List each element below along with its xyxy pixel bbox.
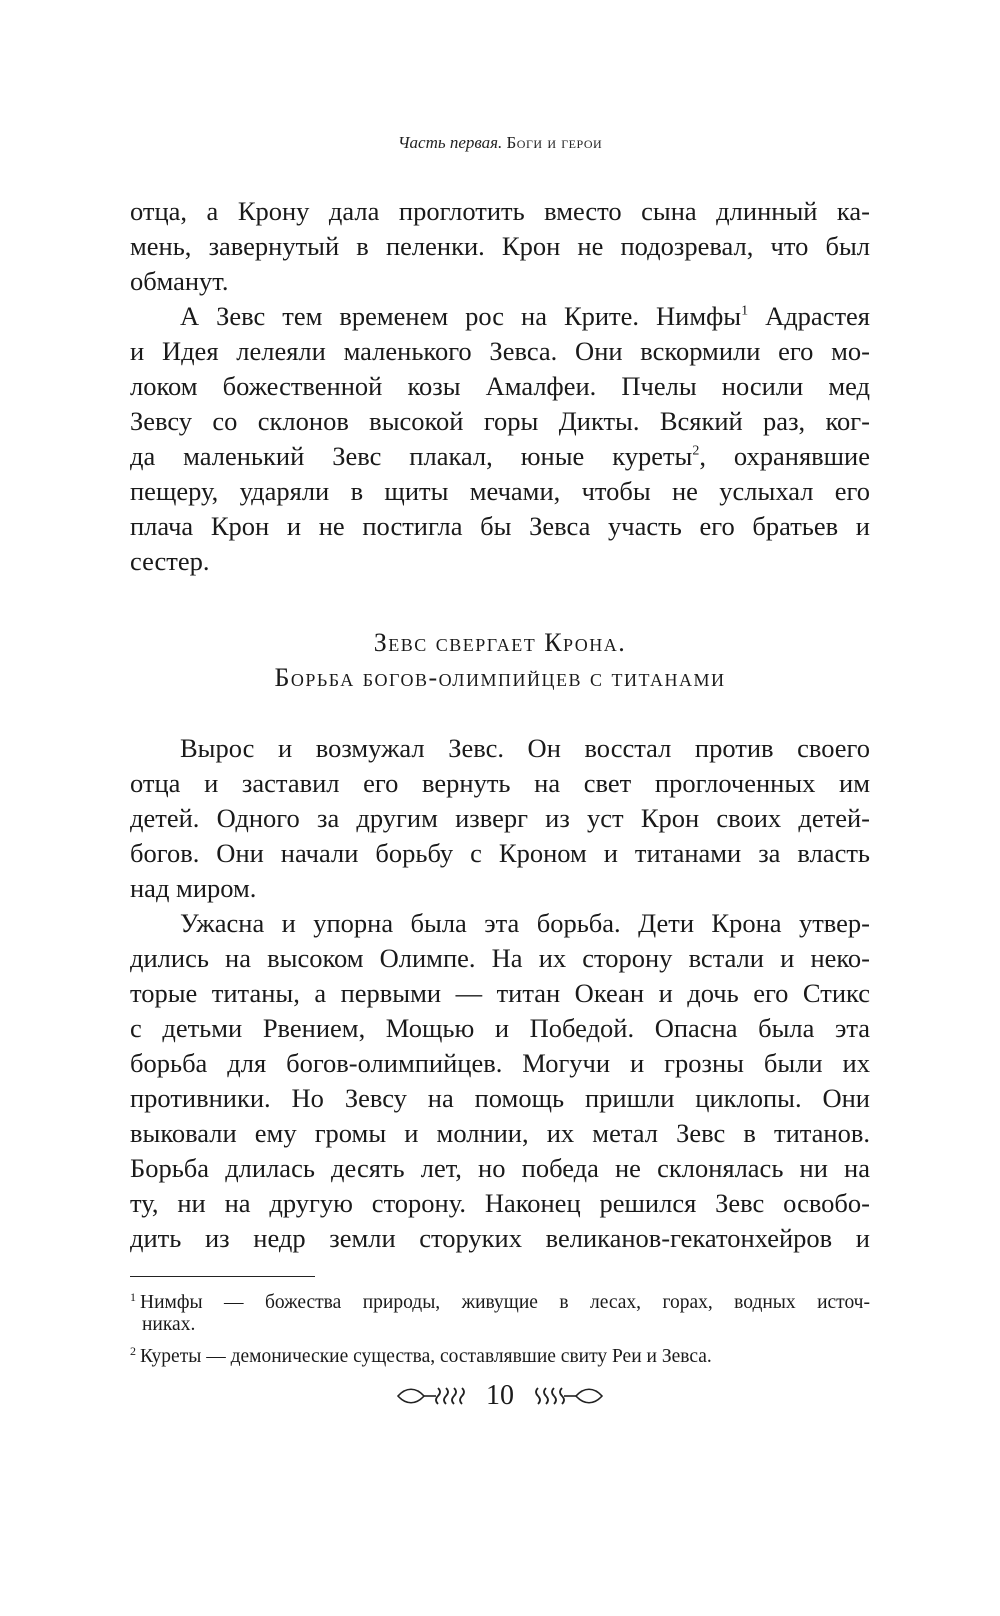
text-line: сестер.: [130, 546, 210, 576]
section-heading-line2: Борьба богов-олимпийцев с титанами: [274, 663, 726, 692]
text-fragment: да маленький Зевс плакал, юные куреты: [130, 441, 693, 471]
footnote-1-cont: никах.: [142, 1314, 196, 1335]
text-line: мень, завернутый в пеленки. Крон не подозревал, что был: [130, 231, 870, 261]
text-line: с детьми Рвением, Мощью и Победой. Опасна была эта: [130, 1013, 870, 1043]
text-line: [180, 299, 870, 334]
text-fragment: Адрастея: [748, 301, 870, 331]
text-line: Ужасна и упорна была эта борьба. Дети Крона утвер-: [180, 908, 870, 938]
footnote-text: Куреты — демонические существа, составлявшие свиту Реи и Зевса.: [140, 1346, 712, 1368]
footnote-mark: 1: [130, 1290, 136, 1304]
left-ornament-icon: [396, 1383, 474, 1409]
text-line: дились на высоком Олимпе. На их сторону встали и неко-: [130, 943, 870, 973]
text-line: [130, 439, 870, 474]
right-ornament-icon: [526, 1383, 604, 1409]
footnote-2: [130, 1338, 870, 1370]
text-line: локом божественной козы Амалфеи. Пчелы носили мед: [130, 371, 870, 401]
text-line: борьба для богов-олимпийцев. Могучи и грозны были их: [130, 1048, 870, 1078]
text-line: Вырос и возмужал Зевс. Он восстал против своего: [180, 733, 870, 763]
footnote-text: Нимфы — божества природы, живущие в лесах, горах, водных источ-: [140, 1292, 870, 1314]
footnote-divider: [130, 1276, 315, 1277]
running-head-title: Боги и герои: [506, 133, 603, 152]
text-line: над миром.: [130, 873, 257, 903]
text-line: ту, ни на другую сторону. Наконец решился Зевс освобо-: [130, 1188, 870, 1218]
page-number: 10: [486, 1380, 514, 1411]
text-line: плача Крон и не постигла бы Зевса участь его братьев и: [130, 511, 870, 541]
text-line: детей. Одного за другим изверг из уст Крон своих детей-: [130, 803, 870, 833]
text-line: Борьба длилась десять лет, но победа не склонялась ни на: [130, 1153, 870, 1183]
running-head: [0, 133, 1000, 153]
text-line: обманут.: [130, 266, 229, 296]
footnote-ref[interactable]: 2: [692, 443, 700, 459]
text-line: Зевсу со склонов высокой горы Дикты. Всякий раз, ког-: [130, 406, 870, 436]
text-line: отца, а Крону дала проглотить вместо сына длинный ка-: [130, 196, 870, 226]
text-fragment: , охранявшие: [699, 441, 870, 471]
text-line: пещеру, ударяли в щиты мечами, чтобы не услыхал его: [130, 476, 870, 506]
text-line: дить из недр земли сторуких великанов-гекатонхейров и: [130, 1223, 870, 1253]
text-line: выковали ему громы и молнии, их метал Зевс в титанов.: [130, 1118, 870, 1148]
footnote-ref[interactable]: 1: [741, 303, 749, 319]
text-line: и Идея лелеяли маленького Зевса. Они вскормили его мо-: [130, 336, 870, 366]
text-line: торые титаны, а первыми — титан Океан и дочь его Стикс: [130, 978, 870, 1008]
running-head-part: Часть первая.: [397, 133, 503, 152]
footnote-mark: 2: [130, 1344, 136, 1358]
text-line: противники. Но Зевсу на помощь пришли циклопы. Они: [130, 1083, 870, 1113]
text-line: богов. Они начали борьбу с Кроном и титанами за власть: [130, 838, 870, 868]
page-number-ornament: [0, 1380, 1000, 1412]
section-heading-line1: Зевс свергает Крона.: [373, 628, 627, 657]
text-line: отца и заставил его вернуть на свет проглоченных им: [130, 768, 870, 798]
text-fragment: А Зевс тем временем рос на Крите. Нимфы: [180, 301, 742, 331]
